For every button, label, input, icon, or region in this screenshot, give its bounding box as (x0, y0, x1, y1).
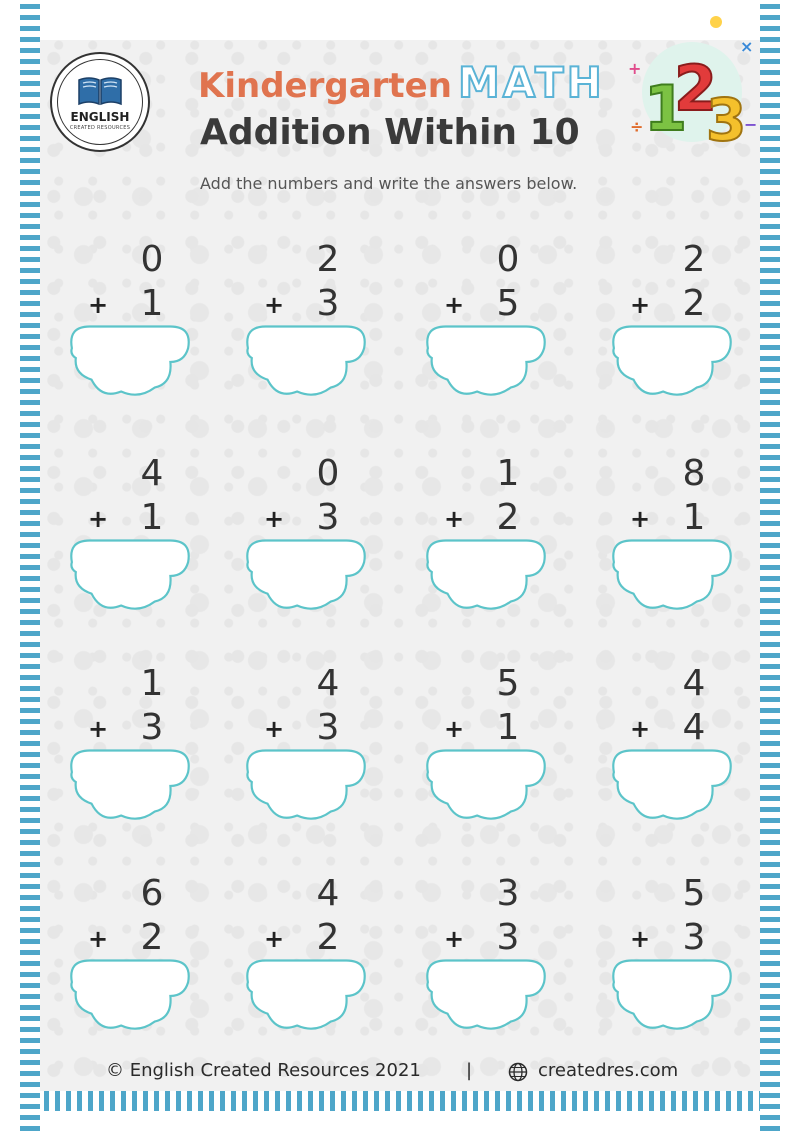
plus-sign: + (444, 291, 465, 319)
title-math: MATH (457, 58, 605, 107)
logo-title: ENGLISH (70, 110, 130, 124)
addend-top: 0 (496, 239, 520, 280)
answer-box[interactable] (420, 318, 552, 402)
answer-box[interactable] (606, 742, 738, 826)
plus-sign: + (630, 715, 651, 743)
answer-box[interactable] (606, 532, 738, 616)
addition-problem (60, 454, 200, 624)
decorative-border-bottom (0, 1091, 800, 1131)
addend-bottom: 1 (140, 283, 164, 324)
addition-problem (236, 240, 376, 410)
plus-sign: + (630, 505, 651, 533)
addend-bottom: 3 (496, 917, 520, 958)
addend-top: 4 (140, 453, 164, 494)
instructions: Add the numbers and write the answers below. (200, 174, 578, 193)
answer-box[interactable] (606, 952, 738, 1036)
addend-bottom: 2 (682, 283, 706, 324)
decorative-border-left (0, 0, 40, 1131)
addend-top: 8 (682, 453, 706, 494)
addend-bottom: 2 (496, 497, 520, 538)
plus-sign: + (444, 715, 465, 743)
footer-copyright: © English Created Resources 2021 (106, 1060, 421, 1081)
svg-text:1: 1 (644, 72, 688, 145)
addend-bottom: 1 (140, 497, 164, 538)
answer-box[interactable] (64, 318, 196, 402)
svg-text:+: + (628, 59, 642, 78)
addend-top: 6 (140, 873, 164, 914)
open-book-icon (77, 74, 123, 106)
addend-top: 4 (316, 663, 340, 704)
addition-problem (236, 454, 376, 624)
addition-problem (236, 664, 376, 834)
addition-problem (602, 240, 742, 410)
plus-sign: + (444, 925, 465, 953)
addition-problem (60, 240, 200, 410)
addend-top: 4 (316, 873, 340, 914)
plus-sign: + (88, 291, 109, 319)
addend-top: 2 (682, 239, 706, 280)
answer-box[interactable] (420, 742, 552, 826)
addend-top: 0 (316, 453, 340, 494)
addition-problem (416, 454, 556, 624)
plus-sign: + (88, 925, 109, 953)
addition-problem (60, 874, 200, 1044)
globe-icon (508, 1062, 528, 1082)
plus-sign: + (264, 925, 285, 953)
addition-problem (416, 874, 556, 1044)
addend-top: 1 (496, 453, 520, 494)
addend-bottom: 3 (316, 497, 340, 538)
svg-text:−: − (744, 115, 758, 134)
footer-separator: | (466, 1060, 473, 1081)
plus-sign: + (88, 505, 109, 533)
addition-problem (602, 664, 742, 834)
title-kindergarten: Kindergarten (198, 66, 452, 106)
addend-bottom: 2 (140, 917, 164, 958)
answer-box[interactable] (64, 742, 196, 826)
addition-problem (602, 874, 742, 1044)
plus-sign: + (444, 505, 465, 533)
addition-problem (416, 240, 556, 410)
footer-website-link[interactable]: createdres.com (538, 1060, 679, 1081)
brand-logo (50, 52, 150, 152)
plus-sign: + (88, 715, 109, 743)
addend-top: 5 (682, 873, 706, 914)
answer-box[interactable] (420, 532, 552, 616)
addend-top: 3 (496, 873, 520, 914)
addend-bottom: 2 (316, 917, 340, 958)
addend-bottom: 3 (316, 283, 340, 324)
footer (0, 1060, 800, 1086)
answer-box[interactable] (240, 952, 372, 1036)
addend-top: 2 (316, 239, 340, 280)
decorative-border-right (760, 0, 800, 1131)
addend-top: 5 (496, 663, 520, 704)
addend-bottom: 1 (682, 497, 706, 538)
plus-sign: + (264, 291, 285, 319)
answer-box[interactable] (420, 952, 552, 1036)
answer-box[interactable] (240, 742, 372, 826)
answer-box[interactable] (64, 532, 196, 616)
addend-bottom: 1 (496, 707, 520, 748)
addition-problem (60, 664, 200, 834)
addend-top: 1 (140, 663, 164, 704)
plus-sign: + (264, 505, 285, 533)
addend-top: 0 (140, 239, 164, 280)
answer-box[interactable] (240, 532, 372, 616)
svg-text:×: × (740, 37, 754, 56)
addend-bottom: 4 (682, 707, 706, 748)
answer-box[interactable] (64, 952, 196, 1036)
addend-top: 4 (682, 663, 706, 704)
addition-problem (602, 454, 742, 624)
logo-subtitle: CREATED RESOURCES (69, 125, 131, 131)
plus-sign: + (630, 925, 651, 953)
addition-problem (416, 664, 556, 834)
svg-text:÷: ÷ (630, 117, 644, 136)
addend-bottom: 3 (140, 707, 164, 748)
page-title (198, 58, 605, 108)
svg-text:3: 3 (706, 86, 747, 154)
answer-box[interactable] (240, 318, 372, 402)
addition-problem (236, 874, 376, 1044)
addend-bottom: 5 (496, 283, 520, 324)
answer-box[interactable] (606, 318, 738, 402)
plus-sign: + (630, 291, 651, 319)
numbers-123-icon (622, 12, 762, 162)
plus-sign: + (264, 715, 285, 743)
addend-bottom: 3 (316, 707, 340, 748)
svg-text:2: 2 (674, 52, 718, 125)
page-subtitle: Addition Within 10 (200, 112, 580, 153)
addend-bottom: 3 (682, 917, 706, 958)
